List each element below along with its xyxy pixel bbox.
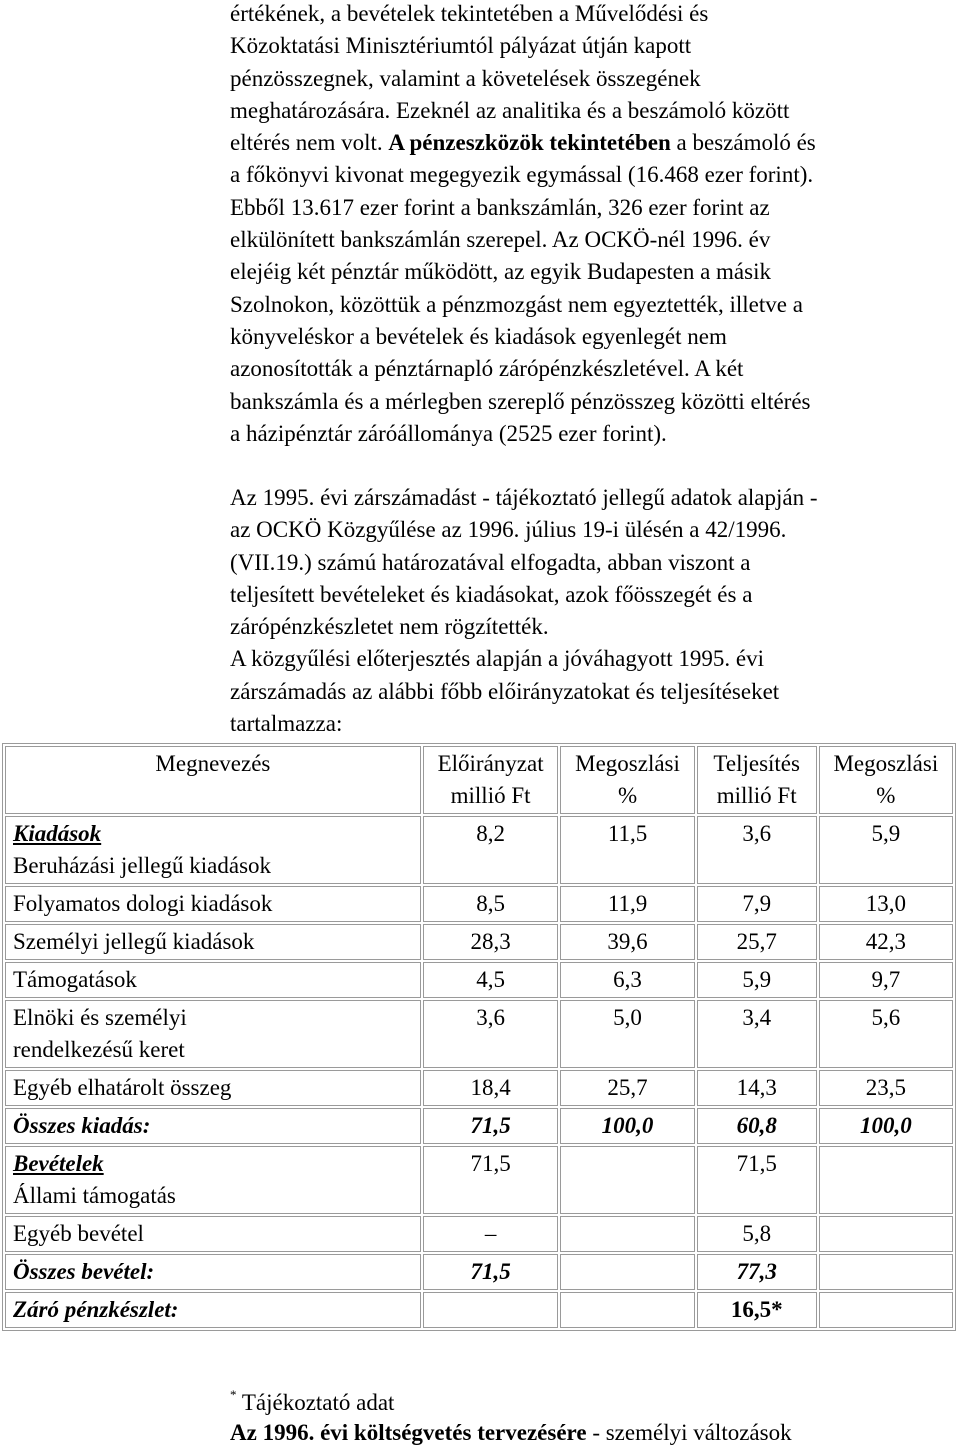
text-line: Az 1995. évi zárszámadást - tájékoztató jellegű adatok alapján - — [230, 485, 818, 510]
row-label: Záró pénzkészlet: — [5, 1292, 421, 1328]
paragraph-audit-findings — [230, 0, 958, 450]
row-label: Egyéb bevétel — [5, 1216, 421, 1252]
text-line: elejéig két pénztár működött, az egyik Budapesten a másik — [230, 259, 771, 285]
text-line: Közoktatási Minisztériumtól pályázat útján kapott — [230, 33, 692, 59]
table-row — [5, 816, 953, 884]
text-line: Szolnokon, közöttük a pénzmozgást nem egyeztették, illetve a — [230, 291, 803, 317]
text-line: értékének, a bevételek tekintetében a Művelődési és — [230, 1, 709, 26]
bold-phrase: Az 1996. évi költségvetés tervezésére — [230, 1420, 587, 1445]
header-text: Megnevezés — [155, 751, 271, 776]
cell-value: 25,7 — [697, 924, 817, 960]
row-label-text: Beruházási jellegű kiadások — [13, 853, 272, 878]
footnote-mark: * — [230, 1387, 237, 1402]
cell-value — [560, 1292, 694, 1328]
cell-value: 16,5* — [697, 1292, 817, 1328]
header-text: Teljesítés — [713, 751, 800, 776]
cell-value: 5,8 — [697, 1216, 817, 1252]
header-cell-actual — [697, 746, 817, 814]
text-run: - személyi változások — [586, 1420, 792, 1445]
cell-value: 25,7 — [560, 1070, 694, 1106]
section-heading: Bevételek — [13, 1151, 104, 1176]
table-row-closing-cash — [5, 1292, 953, 1328]
cell-value: 3,4 — [697, 1000, 817, 1068]
cell-value: 7,9 — [697, 886, 817, 922]
cell-value: 5,9 — [697, 962, 817, 998]
text-line: meghatározására. Ezeknél az analitika és a beszámoló között — [230, 97, 790, 123]
table-row-total-income — [5, 1254, 953, 1290]
cell-value: 77,3 — [697, 1254, 817, 1290]
cell-value: – — [423, 1216, 559, 1252]
cell-value: 5,6 — [819, 1000, 953, 1068]
cell-value — [819, 1146, 953, 1214]
header-text: Megoszlási — [575, 751, 680, 776]
row-label — [5, 1146, 421, 1214]
cell-value: 71,5 — [423, 1254, 559, 1290]
section-heading-1996-budget — [230, 1418, 792, 1448]
cell-value: 5,9 — [819, 816, 953, 884]
table-row — [5, 962, 953, 998]
header-cell-name — [5, 746, 421, 814]
row-label: Személyi jellegű kiadások — [5, 924, 421, 960]
cell-value: 39,6 — [560, 924, 694, 960]
table-row — [5, 1216, 953, 1252]
cell-value: 71,5 — [423, 1108, 559, 1144]
cell-value: 18,4 — [423, 1070, 559, 1106]
text-line: Ebből 13.617 ezer forint a bankszámlán, 326 ezer forint az — [230, 194, 770, 220]
text-line: elkülönített bankszámlán szerepel. Az OCKÖ-nél 1996. év — [230, 227, 771, 253]
text-line: zárópénzkészletet nem rögzítették. — [230, 614, 549, 640]
cell-value — [560, 1254, 694, 1290]
text-line: bankszámla és a mérlegben szereplő pénzösszeg közötti eltérés — [230, 388, 811, 414]
cell-value: 4,5 — [423, 962, 559, 998]
cell-value: 71,5 — [423, 1146, 559, 1214]
cell-value: 71,5 — [697, 1146, 817, 1214]
cell-value: 8,5 — [423, 886, 559, 922]
row-label-text: Elnöki és személyi — [13, 1005, 187, 1030]
cell-value — [560, 1146, 694, 1214]
cell-value: 11,9 — [560, 886, 694, 922]
header-text: % — [876, 783, 896, 808]
text-line: pénzösszegnek, valamint a követelések összegének — [230, 65, 701, 91]
text-line: az OCKÖ Közgyűlése az 1996. július 19-i ülésén a 42/1996. — [230, 517, 787, 543]
table-row — [5, 1070, 953, 1106]
text-line: zárszámadás az alábbi főbb előirányzatokat és teljesítéseket — [230, 678, 780, 704]
row-label-text: Állami támogatás — [13, 1183, 176, 1208]
footnote-text: Tájékoztató adat — [236, 1390, 395, 1415]
text-line: (VII.19.) számú határozatával elfogadta, abban viszont a — [230, 549, 751, 575]
header-cell-share-planned — [560, 746, 694, 814]
header-text: Megoszlási — [833, 751, 939, 776]
table-header-row — [5, 746, 953, 814]
cell-value: 3,6 — [697, 816, 817, 884]
cell-value: 100,0 — [560, 1108, 694, 1144]
header-text: millió Ft — [450, 783, 531, 808]
bold-phrase: A pénzeszközök tekintetében — [388, 130, 671, 156]
table-row — [5, 886, 953, 922]
text-run: a beszámoló és — [670, 130, 816, 156]
row-label — [5, 816, 421, 884]
row-label: Egyéb elhatárolt összeg — [5, 1070, 421, 1106]
cell-value: 100,0 — [819, 1108, 953, 1144]
table-row — [5, 1000, 953, 1068]
row-label-text: rendelkezésű keret — [13, 1037, 185, 1062]
cell-value — [560, 1216, 694, 1252]
row-label: Folyamatos dologi kiadások — [5, 886, 421, 922]
header-text: % — [617, 783, 638, 808]
text-line: teljesített bevételeket és kiadásokat, azok főösszegét és a — [230, 581, 753, 607]
table-row — [5, 1146, 953, 1214]
cell-value — [819, 1216, 953, 1252]
cell-value: 5,0 — [560, 1000, 694, 1068]
text-line: A közgyűlési előterjesztés alapján a jóváhagyott 1995. évi — [230, 646, 764, 672]
cell-value — [819, 1292, 953, 1328]
text-line: a főkönyvi kivonat megegyezik egymással (16.468 ezer forint). — [230, 162, 814, 188]
cell-value: 13,0 — [819, 886, 953, 922]
cell-value: 8,2 — [423, 816, 559, 884]
cell-value: 3,6 — [423, 1000, 559, 1068]
cell-value: 23,5 — [819, 1070, 953, 1106]
text-line: a házipénztár záróállománya (2525 ezer forint). — [230, 420, 667, 446]
text-run: eltérés nem volt. — [230, 130, 389, 156]
budget-table — [2, 743, 956, 1331]
cell-value — [423, 1292, 559, 1328]
cell-value: 6,3 — [560, 962, 694, 998]
paragraph-closing-accounts — [230, 482, 958, 740]
header-text: Előirányzat — [437, 751, 544, 776]
row-label: Összes bevétel: — [5, 1254, 421, 1290]
cell-value: 9,7 — [819, 962, 953, 998]
table-row-total-expenses — [5, 1108, 953, 1144]
section-heading: Kiadások — [13, 821, 102, 846]
header-text: millió Ft — [716, 783, 797, 808]
row-label: Támogatások — [5, 962, 421, 998]
header-cell-planned — [423, 746, 559, 814]
text-line: azonosították a pénztárnapló zárópénzkészletével. A két — [230, 356, 744, 382]
cell-value: 11,5 — [560, 816, 694, 884]
text-line: könyveléskor a bevételek és kiadások egyenlegét nem — [230, 323, 727, 349]
cell-value: 42,3 — [819, 924, 953, 960]
footnote — [230, 1388, 394, 1418]
cell-value: 14,3 — [697, 1070, 817, 1106]
row-label: Összes kiadás: — [5, 1108, 421, 1144]
row-label — [5, 1000, 421, 1068]
cell-value: 28,3 — [423, 924, 559, 960]
table-row — [5, 924, 953, 960]
text-line — [230, 127, 958, 159]
text-line: tartalmazza: — [230, 711, 343, 737]
cell-value — [819, 1254, 953, 1290]
header-cell-share-actual — [819, 746, 953, 814]
cell-value: 60,8 — [697, 1108, 817, 1144]
